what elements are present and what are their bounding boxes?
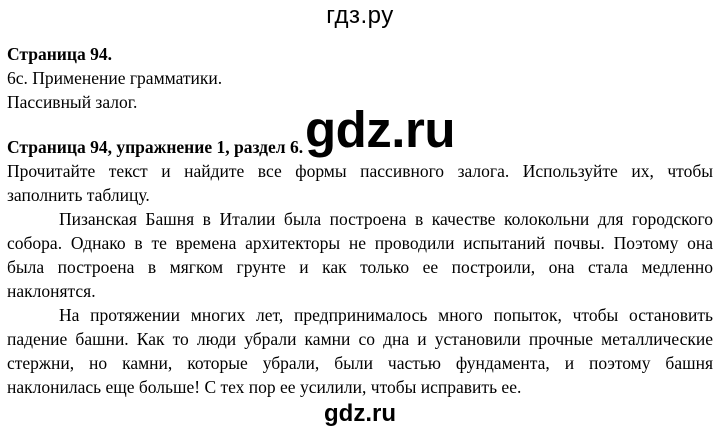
paragraph-2-line-4: наклонилась еще больше! С тех пор ее усилили, чтобы исправить ее. bbox=[7, 377, 522, 397]
section-line-1: 6с. Применение грамматики. bbox=[7, 68, 223, 88]
document-body bbox=[7, 42, 713, 399]
watermark-center: gdz.ru bbox=[305, 101, 455, 158]
exercise-heading: Страница 94, упражнение 1, раздел 6. bbox=[7, 137, 304, 157]
paragraph-1-line-4: наклонятся. bbox=[7, 281, 96, 301]
paragraph-2-line-1: На протяжении многих лет, предпринималось много попыток, чтобы остановить bbox=[59, 305, 713, 325]
paragraph-2-line-2: падение башни. Как то люди убрали камни со дна и установили прочные металлические bbox=[7, 329, 713, 349]
paragraph-1-line-2: собора. Однако в те времена архитекторы не проводили испытаний почвы. Поэтому она bbox=[7, 233, 713, 253]
page-heading: Страница 94. bbox=[7, 44, 112, 64]
paragraph-1-line-1: Пизанская Башня в Италии была построена в качестве колокольни для городского bbox=[59, 209, 713, 229]
paragraph-1-line-3: была построена в мягком грунте и как только ее построили, она стала медленно bbox=[7, 257, 713, 277]
watermark-bottom: gdz.ru bbox=[324, 400, 396, 427]
instruction-line-1: Прочитайте текст и найдите все формы пассивного залога. Используйте их, чтобы bbox=[7, 161, 713, 181]
paragraph-2-line-3: стержни, но камни, которые убрали, были частью фундамента, и поэтому башня bbox=[7, 353, 713, 373]
section-line-2: Пассивный залог. bbox=[7, 92, 138, 112]
site-header: гдз.ру bbox=[326, 2, 394, 29]
instruction-line-2: заполнить таблицу. bbox=[7, 185, 150, 205]
